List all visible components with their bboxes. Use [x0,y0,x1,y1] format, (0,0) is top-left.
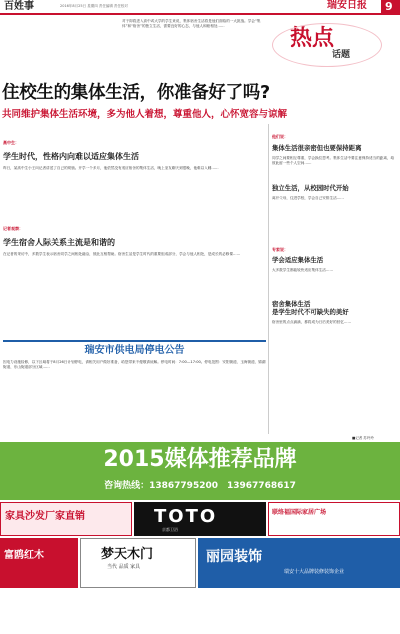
fuyu-title: 富鸥红木 [4,550,44,561]
right-section-3-title: 学会适应集体生活 [272,256,324,264]
right-section-1-title: 集体生活很亲密但也要保持距离 [272,144,362,152]
lianjie-ad [268,502,400,536]
sub-headline: 共同维护集体生活环境，多为他人着想，尊重他人，心怀宽容与谅解 [2,109,288,120]
lianjie-title: 联络福国际家居广场 [272,509,327,516]
hot-topic-decoration [272,23,382,67]
right-section-3-text: 大多数学生都能较快适应集体生活…… [272,268,334,272]
right-section-4-title: 宿舍集体生活 是学生时代不可缺失的美好 [272,300,349,316]
left-section-2-text: 在记者的采访中，多数学生表示宿舍同学之间相处融洽，彼此互相帮助。宿舍生活是学生时代的重要组成部分，学会与他人相处，是成长的必修课…… [3,252,241,256]
media-banner-title: 2015媒体推荐品牌 [103,447,297,472]
left-label-2: 记者观察： [3,226,23,231]
right-section-1-text: 同学之间要相互尊重，学会换位思考。集体生活中要注意保持适当的距离，给彼此留一些个人空间…… [272,156,395,165]
mengtian-title: 梦天木门 [101,547,154,562]
toto-ad [134,502,266,536]
left-section-1-text: 昨日，某高中生小王向记者讲述了自己的烦恼。开学一个多月，他依然没有适应宿舍的集体生活，晚上室友聊天到很晚，他难以入睡…… [3,166,219,170]
furniture-ad-title: 家具沙发厂家直销 [5,511,85,522]
left-label-1: 高中生： [3,140,19,145]
right-section-2-title: 独立生活，从校园时代开始 [272,184,349,192]
toto-logo: TOTO [154,506,218,527]
intro-box [122,17,400,73]
right-label-2: 专家说： [272,247,288,252]
column-divider [268,124,269,434]
lizhuang-title: 丽园装饰 [206,549,262,565]
hot-topic-sub: 话题 [332,50,351,60]
right-section-2-text: 离开父母，住进学校，学会自己安排生活…… [272,196,344,200]
notice-box [3,340,266,440]
mengtian-sub: 当代 品质 家具 [107,564,141,570]
intro-text: 对于即将进入高中或大学的学生来说，集体宿舍生活将是他们面临的一大挑战。学会“集体”和“宿舍”的独立生活，需要良好的心态，与他人和睦相处…… [122,19,261,28]
toto-shop: 京都卫浴 [162,527,178,532]
right-label-1: 他们说： [272,134,288,139]
hot-topic-label: 热点 [290,26,335,51]
date-line: 2016年8月25日 星期四 责任编辑 责任校对 [60,4,128,8]
notice-title: 瑞安市供电局停电公告 [84,345,185,356]
paper-name: 瑞安日报 [327,0,367,11]
section-name: 百姓事 [4,1,34,12]
lizhuang-sub: 瑞安十大品牌装修装饰企业 [284,569,345,575]
media-banner-phone: 咨询热线：13867795200 13967768617 [104,481,296,491]
media-banner [0,442,400,500]
left-section-1-title: 学生时代，性格内向难以适应集体生活 [3,152,139,161]
byline: ■记者 苏玲玲 [352,436,374,440]
lizhuang-ad [198,538,400,588]
notice-text: 因电力设施检修，以下区域将于8月26日计划停电，请相关用户做好准备，给您带来不便敬请谅解。停电时间：7:00—17:00。停电范围：安阳街道、玉海街道、锦湖街道、东山街道部分区域…… [3,360,266,369]
left-column [3,124,266,339]
fuyu-ad [0,538,78,588]
furniture-ad [0,502,132,536]
main-headline: 住校生的集体生活，你准备好了吗? [2,83,270,103]
right-section-4-text: 宿舍里的点点滴滴，都将成为日后美好的回忆…… [272,320,352,324]
mengtian-ad [80,538,196,588]
masthead-rule [0,13,400,15]
page-number: 9 [385,0,393,13]
left-section-2-title: 学生宿舍人际关系主流是和谐的 [3,238,115,247]
masthead [0,0,400,14]
right-column [272,124,397,442]
